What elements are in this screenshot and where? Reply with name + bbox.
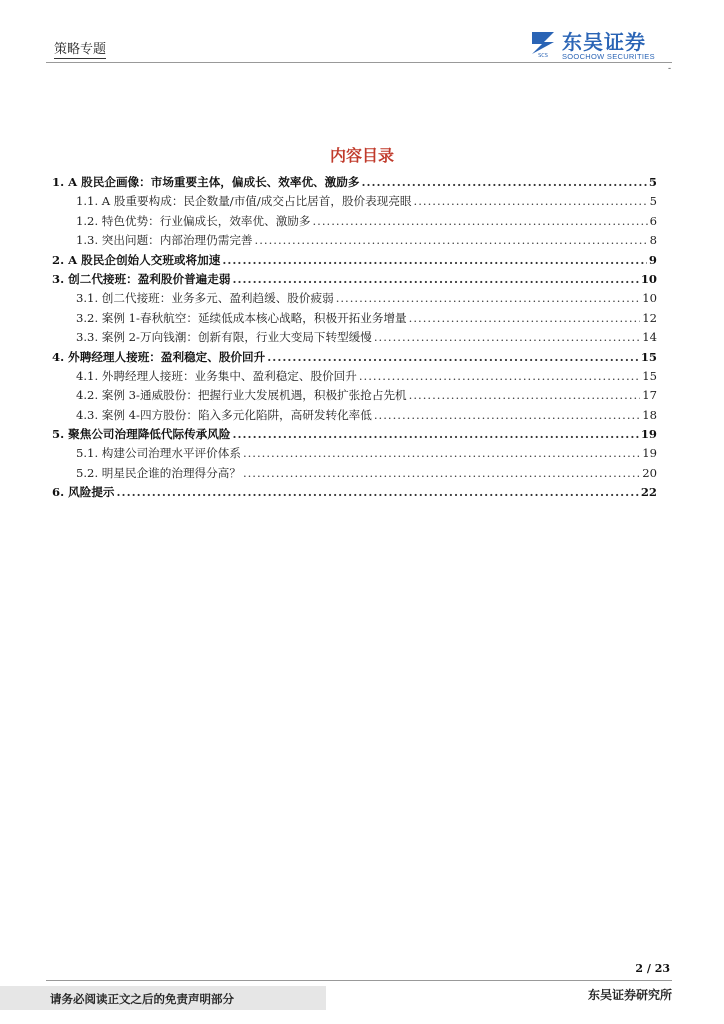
toc-entry-page: 5	[649, 194, 657, 209]
toc-entry-page: 19	[640, 427, 657, 442]
header-dash: -	[668, 64, 672, 74]
toc-entry-text: 5.1. 构建公司治理水平评价体系	[76, 446, 241, 461]
toc-entry-text: 4.2. 案例 3-通威股份：把握行业大发展机遇，积极扩张抢占先机	[76, 388, 407, 403]
toc-entry-text: 4.1. 外聘经理人接班：业务集中、盈利稳定、股价回升	[76, 368, 357, 383]
toc-entry[interactable]	[52, 310, 657, 329]
toc-entry-page: 8	[649, 233, 657, 248]
page-number: 2 / 23	[635, 962, 670, 975]
toc-leader	[117, 485, 639, 499]
toc-entry-page: 10	[640, 271, 657, 286]
toc-entry-text: 1. A 股民企画像：市场重要主体，偏成长、效率优、激励多	[52, 175, 360, 189]
toc-entry-text: 2. A 股民企创始人交班或将加速	[52, 252, 221, 267]
toc-entry[interactable]	[52, 368, 657, 387]
toc-leader	[222, 253, 647, 267]
logo-mark-text: SCS	[538, 53, 548, 58]
toc-leader	[359, 369, 640, 383]
toc-entry[interactable]	[52, 232, 657, 251]
toc-entry-text: 5. 聚焦公司治理降低代际传承风险	[52, 427, 231, 442]
toc-entry-page: 5	[648, 175, 657, 189]
toc-entry[interactable]	[52, 445, 657, 464]
toc-entry[interactable]	[52, 252, 657, 271]
toc-leader	[313, 214, 648, 228]
toc-entry[interactable]	[52, 290, 657, 309]
institute-name: 东吴证券研究所	[587, 988, 672, 1002]
toc-entry[interactable]	[52, 407, 657, 426]
toc-entry-text: 1.1. A 股重要构成：民企数量/市值/成交占比居首，股价表现亮眼	[76, 194, 412, 209]
toc-entry-page: 9	[648, 252, 657, 267]
logo-chinese-name: 东吴证券	[562, 30, 646, 54]
report-category: 策略专题	[54, 38, 106, 59]
toc-leader	[409, 388, 641, 402]
toc-leader	[243, 446, 640, 460]
toc-leader	[409, 311, 641, 325]
company-logo	[528, 26, 678, 66]
toc-entry-text: 1.2. 特色优势：行业偏成长，效率优、激励多	[76, 213, 311, 228]
table-of-contents	[52, 174, 657, 504]
toc-entry-text: 6. 风险提示	[52, 485, 115, 500]
header-divider	[46, 62, 672, 63]
toc-entry-page: 20	[642, 465, 657, 480]
toc-entry-page: 10	[642, 291, 657, 306]
toc-entry-page: 15	[642, 368, 657, 383]
toc-leader	[255, 233, 648, 247]
toc-entry[interactable]	[52, 349, 657, 368]
toc-leader	[232, 272, 638, 286]
toc-entry[interactable]	[52, 387, 657, 406]
toc-entry-page: 22	[640, 485, 657, 500]
toc-leader	[374, 330, 640, 344]
toc-entry[interactable]	[52, 465, 657, 484]
toc-leader	[361, 175, 646, 189]
toc-leader	[414, 194, 648, 208]
toc-title: 内容目录	[329, 146, 394, 165]
toc-entry-page: 19	[642, 446, 657, 461]
toc-entry-text: 3.2. 案例 1-春秋航空：延续低成本核心战略，积极开拓业务增量	[76, 310, 407, 325]
toc-leader	[243, 466, 640, 480]
toc-leader	[374, 408, 640, 422]
toc-entry-text: 3.1. 创二代接班：业务多元、盈利趋缓、股价疲弱	[76, 291, 334, 306]
toc-entry[interactable]	[52, 193, 657, 212]
toc-entry[interactable]	[52, 174, 657, 193]
logo-mark-icon	[528, 28, 558, 58]
toc-entry-text: 3. 创二代接班：盈利股价普遍走弱	[52, 271, 231, 286]
toc-leader	[336, 291, 641, 305]
disclaimer-note: 请务必阅读正文之后的免责声明部分	[50, 992, 234, 1006]
toc-entry-page: 17	[642, 388, 657, 403]
toc-entry[interactable]	[52, 271, 657, 290]
toc-entry-text: 3.3. 案例 2-万向钱潮：创新有限，行业大变局下转型缓慢	[76, 330, 372, 345]
toc-entry[interactable]	[52, 213, 657, 232]
toc-leader	[232, 427, 638, 441]
toc-entry-text: 5.2. 明星民企谁的治理得分高？	[76, 465, 241, 480]
toc-entry[interactable]	[52, 426, 657, 445]
toc-entry[interactable]	[52, 484, 657, 503]
toc-entry-page: 14	[642, 330, 657, 345]
toc-entry-text: 4. 外聘经理人接班：盈利稳定、股价回升	[52, 349, 266, 364]
toc-entry-page: 15	[640, 349, 657, 364]
toc-entry-page: 6	[649, 213, 657, 228]
toc-entry-text: 4.3. 案例 4-四方股份：陷入多元化陷阱，高研发转化率低	[76, 407, 372, 422]
toc-entry-text: 1.3. 突出问题：内部治理仍需完善	[76, 233, 253, 248]
logo-english-name: SOOCHOW SECURITIES	[562, 52, 655, 61]
toc-entry[interactable]	[52, 329, 657, 348]
toc-leader	[267, 350, 639, 364]
toc-entry-page: 18	[642, 407, 657, 422]
toc-entry-page: 12	[642, 310, 657, 325]
footer-divider	[46, 980, 672, 981]
